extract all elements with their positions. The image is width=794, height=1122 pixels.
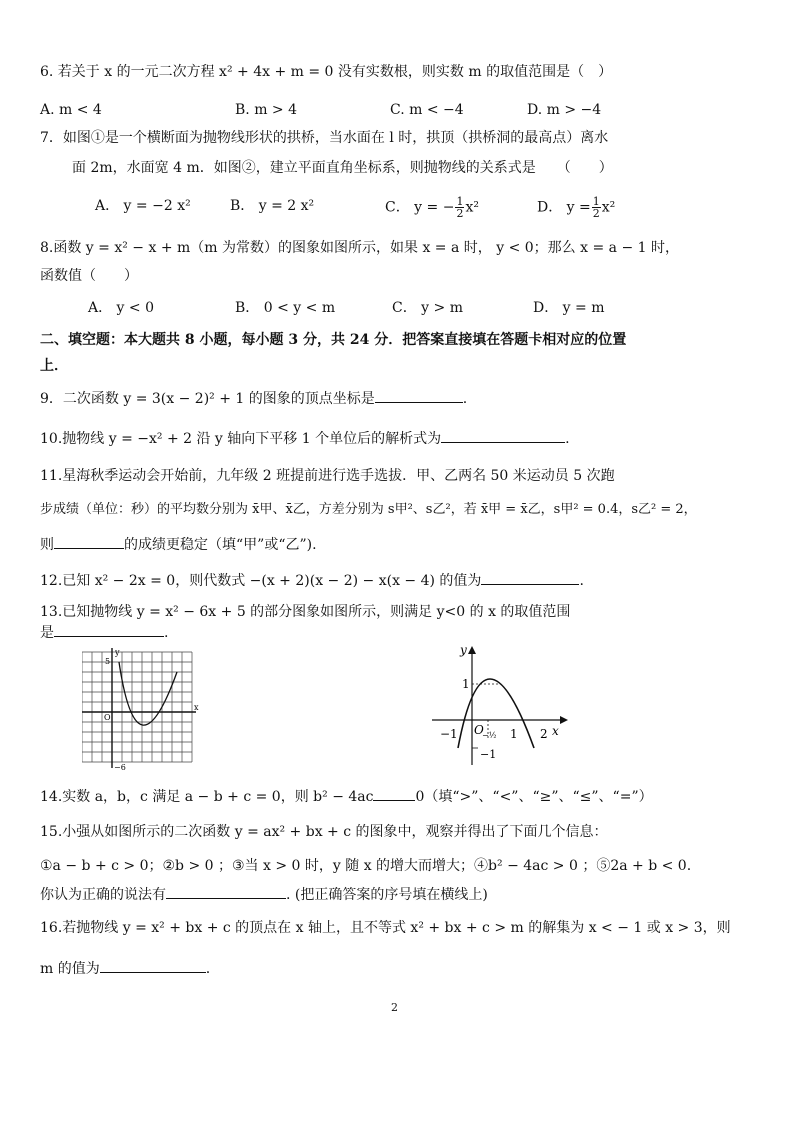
q12 bbox=[40, 570, 584, 591]
origin-label: O bbox=[474, 723, 484, 737]
x-axis-label: x bbox=[552, 724, 559, 738]
q8-option-d: D． y = m bbox=[533, 300, 605, 316]
q8-option-b: B． 0 < y < m bbox=[235, 300, 336, 316]
origin-label: O bbox=[104, 713, 111, 722]
q15-parabola-figure bbox=[430, 640, 580, 770]
q11-line-3 bbox=[40, 534, 317, 555]
q10-answer-blank[interactable] bbox=[441, 428, 565, 443]
q13-period: . bbox=[164, 625, 169, 641]
q15-line-3-prefix: 你认为正确的说法有 bbox=[40, 887, 166, 903]
section-2-heading-line-1: 二、填空题：本大题共 8 小题，每小题 3 分，共 24 分．把答案直接填在答题卡相对应的位置 bbox=[40, 332, 627, 348]
grid-lines bbox=[82, 652, 192, 762]
q12-text: 12.已知 x² − 2x = 0，则代数式 −(x + 2)(x − 2) − x(x − 4) 的值为 bbox=[40, 573, 482, 589]
q7-option-c-fraction bbox=[455, 196, 464, 219]
tick-label-neg-half: −½ bbox=[482, 731, 497, 740]
tick-label-neg1x: −1 bbox=[440, 727, 458, 741]
q8-line-2: 函数值（ ） bbox=[40, 268, 138, 284]
q9-answer-blank[interactable] bbox=[375, 388, 463, 403]
page-number: 2 bbox=[391, 1001, 398, 1014]
q7-line-2: 面 2m，水面宽 4 m．如图②，建立平面直角坐标系，则抛物线的关系式是 （ ） bbox=[72, 160, 613, 176]
q6-stem: 6. 若关于 x 的一元二次方程 x² + 4x + m = 0 没有实数根，则实数 m 的取值范围是（ ） bbox=[40, 64, 613, 80]
q10-period: . bbox=[565, 431, 570, 447]
q13-line-2-prefix: 是 bbox=[40, 625, 54, 641]
q13-line-2 bbox=[40, 622, 168, 643]
tick-label-5: 5 bbox=[105, 657, 111, 666]
parabola-curve bbox=[119, 662, 177, 725]
q9-period: . bbox=[462, 391, 468, 407]
q13-answer-blank[interactable] bbox=[54, 622, 164, 637]
q15-line-1: 15.小强从如图所示的二次函数 y = ax² + bx + c 的图象中，观察并得出了下面几个信息： bbox=[40, 824, 608, 840]
q7-option-d-fraction bbox=[592, 196, 601, 219]
fraction-denominator: 2 bbox=[592, 207, 600, 220]
q16-line-2 bbox=[40, 958, 210, 979]
q8-line-1: 8.函数 y = x² − x + m（m 为常数）的图象如图所示，如果 x = a 时， y < 0；那么 x = a − 1 时， bbox=[40, 240, 679, 256]
fraction-numerator: 1 bbox=[456, 195, 464, 208]
q10 bbox=[40, 428, 570, 449]
q13-grid-figure bbox=[82, 648, 202, 774]
tick-label-neg6: −6 bbox=[114, 763, 126, 772]
q8-option-a: A． y < 0 bbox=[88, 300, 155, 316]
q11-line-3-suffix: 的成绩更稳定（填“甲”或“乙”). bbox=[124, 537, 317, 553]
q7-option-c-x2: x² bbox=[465, 199, 479, 216]
y-axis-label: y bbox=[115, 648, 120, 657]
q14-suffix: 0（填“>”、“<”、“≥”、“≤”、“=”） bbox=[415, 789, 653, 805]
q6-option-d: D. m > −4 bbox=[527, 102, 602, 118]
q6-option-a: A. m < 4 bbox=[40, 102, 102, 118]
q14-text: 14.实数 a，b，c 满足 a − b + c = 0，则 b² − 4ac bbox=[40, 789, 374, 805]
fraction-denominator: 2 bbox=[456, 207, 464, 220]
fraction-numerator: 1 bbox=[592, 195, 600, 208]
q12-answer-blank[interactable] bbox=[481, 570, 579, 585]
q14 bbox=[40, 786, 653, 807]
tick-label-neg1y: −1 bbox=[480, 748, 497, 761]
q15-line-3 bbox=[40, 884, 488, 905]
q11-line-1: 11.星海秋季运动会开始前，九年级 2 班提前进行选手选拔．甲、乙两名 50 米运动员 5 次跑 bbox=[40, 468, 615, 484]
q14-answer-blank[interactable] bbox=[373, 786, 415, 801]
q7-option-d-prefix: D． y = bbox=[537, 199, 591, 216]
q6-option-c: C. m < −4 bbox=[390, 102, 464, 118]
q16-answer-blank[interactable] bbox=[100, 958, 206, 973]
q7-option-d bbox=[537, 196, 615, 219]
q7-option-c-prefix: C． y = − bbox=[385, 199, 455, 216]
q7-option-c bbox=[385, 196, 479, 219]
q6-option-b: B. m > 4 bbox=[235, 102, 298, 118]
q16-line-1: 16.若抛物线 y = x² + bx + c 的顶点在 x 轴上，且不等式 x² + bx + c > m 的解集为 x < − 1 或 x > 3，则 bbox=[40, 920, 731, 936]
q7-option-a: A． y = −2 x² bbox=[95, 198, 191, 214]
q13-line-1: 13.已知抛物线 y = x² − 6x + 5 的部分图象如图所示，则满足 y<0 的 x 的取值范围 bbox=[40, 604, 571, 620]
q12-period: . bbox=[579, 573, 584, 589]
y-axis-arrow bbox=[468, 646, 476, 654]
q15-line-2: ①a − b + c > 0；②b > 0 ；③当 x > 0 时，y 随 x 的增大而增大；④b² − 4ac > 0 ；⑤2a + b < 0. bbox=[40, 858, 692, 874]
q11-line-3-prefix: 则 bbox=[40, 537, 54, 553]
x-axis-arrow bbox=[560, 716, 568, 724]
y-axis-label: y bbox=[460, 643, 467, 657]
q7-line-1: 7．如图①是一个横断面为抛物线形状的拱桥，当水面在 l 时，拱顶（拱桥洞的最高点）离水 bbox=[40, 130, 609, 146]
q10-text: 10.抛物线 y = −x² + 2 沿 y 轴向下平移 1 个单位后的解析式为 bbox=[40, 431, 442, 447]
tick-label-1x: 1 bbox=[510, 727, 518, 741]
q11-line-2: 步成绩（单位：秒）的平均数分别为 x̄甲、x̄乙，方差分别为 s甲²、s乙²，若 x̄甲 = x̄乙，s甲² = 0.4，s乙² = 2， bbox=[40, 502, 697, 517]
q7-option-b: B． y = 2 x² bbox=[230, 198, 315, 214]
q8-option-c: C． y > m bbox=[392, 300, 463, 316]
q15-line-3-suffix: . (把正确答案的序号填在横线上) bbox=[286, 887, 488, 903]
x-axis-label: x bbox=[194, 703, 199, 712]
q15-answer-blank[interactable] bbox=[166, 884, 286, 899]
q11-answer-blank[interactable] bbox=[54, 534, 124, 549]
tick-label-1y: 1 bbox=[462, 677, 470, 691]
q16-line-2-prefix: m 的值为 bbox=[40, 961, 100, 977]
section-2-heading-line-2: 上． bbox=[40, 358, 68, 374]
q9-text: 9．二次函数 y = 3(x − 2)² + 1 的图象的顶点坐标是 bbox=[40, 391, 375, 407]
tick-label-2x: 2 bbox=[540, 727, 548, 741]
q9 bbox=[40, 388, 467, 409]
q16-period: . bbox=[205, 961, 211, 977]
q7-option-d-x2: x² bbox=[601, 199, 616, 216]
